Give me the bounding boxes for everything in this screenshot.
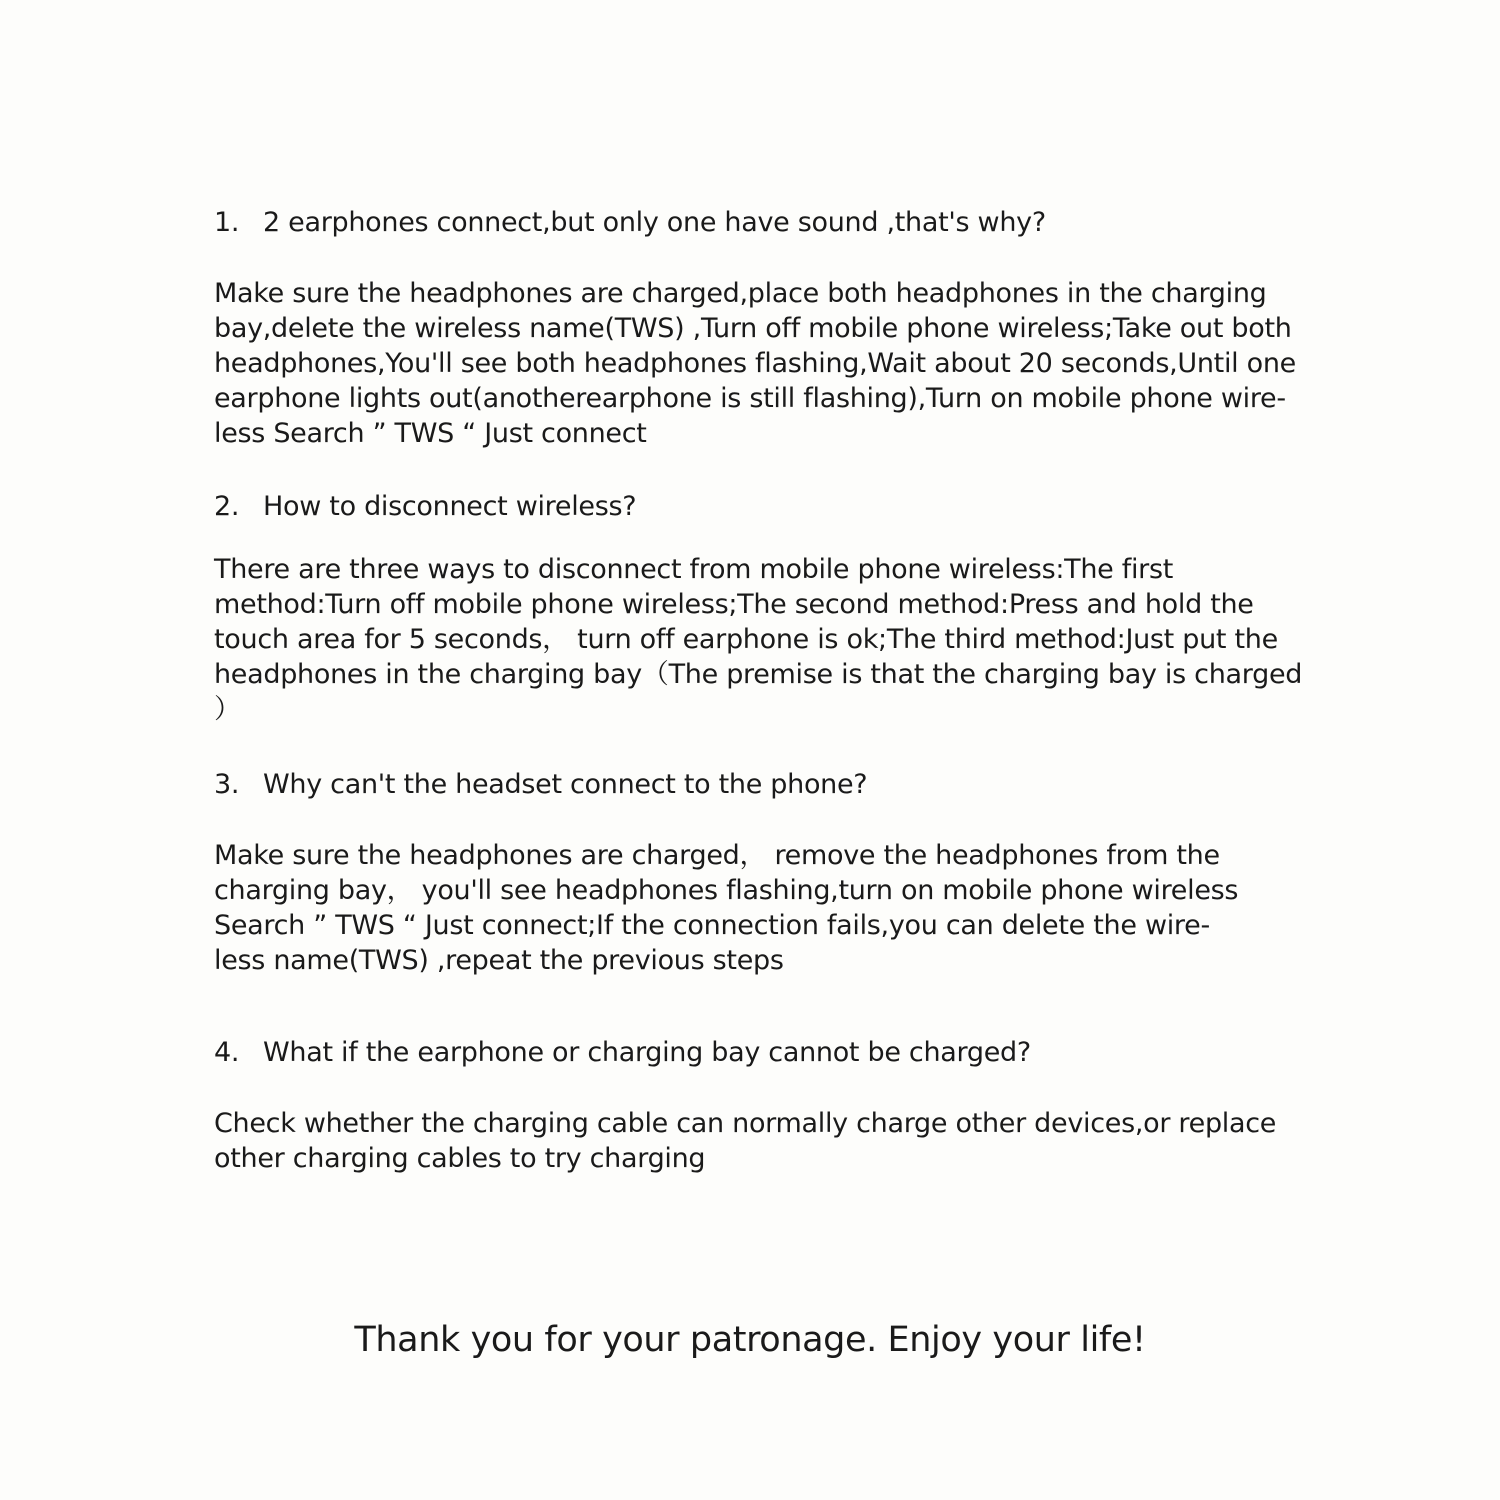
faq-question-1 [214,205,1354,240]
faq-question-1-number: 1. [214,207,240,238]
faq-question-3-number: 3. [214,769,240,800]
faq-question-4 [214,1035,1354,1070]
faq-question-2 [214,489,1354,524]
faq-question-4-text: What if the earphone or charging bay cannot be charged? [263,1037,1031,1068]
faq-answer-4: Check whether the charging cable can normally charge other devices,or replace other charging cables to try charging [214,1108,1277,1174]
faq-answer-1: Make sure the headphones are charged,place both headphones in the charging bay,delete the wireless name(TWS) ,Turn off mobile phone wireless;Take out both headphones,You'll see both headphones flashing,Wait about 20 seconds,Until one earphone lights out(anotherearphone is still flashing),Turn on mobile phone wire- less Search ” TWS “ Just connect [214,278,1296,449]
faq-question-2-text: How to disconnect wireless? [263,491,637,522]
closing-message: Thank you for your patronage. Enjoy your life! [354,1320,1146,1360]
faq-answer-3: Make sure the headphones are charged， remove the headphones from the charging bay， you'll see headphones flashing,turn on mobile phone wireless Search ” TWS “ Just connect;If the connection fails,you can delete the wire- less name(TWS) ,repeat the previous steps [214,840,1239,976]
faq-question-3-text: Why can't the headset connect to the phone? [263,769,868,800]
faq-list [214,205,1354,1176]
faq-question-1-text: 2 earphones connect,but only one have sound ,that's why? [263,207,1046,238]
faq-question-3 [214,767,1354,802]
faq-question-2-number: 2. [214,491,240,522]
faq-question-4-number: 4. [214,1037,240,1068]
faq-answer-2: There are three ways to disconnect from mobile phone wireless:The first method:Turn off mobile phone wireless;The second method:Press and hold the touch area for 5 seconds， turn off earphone is ok;The third method:Just put the headphones in the charging bay（The premise is that the charging bay is charged ） [214,554,1303,725]
